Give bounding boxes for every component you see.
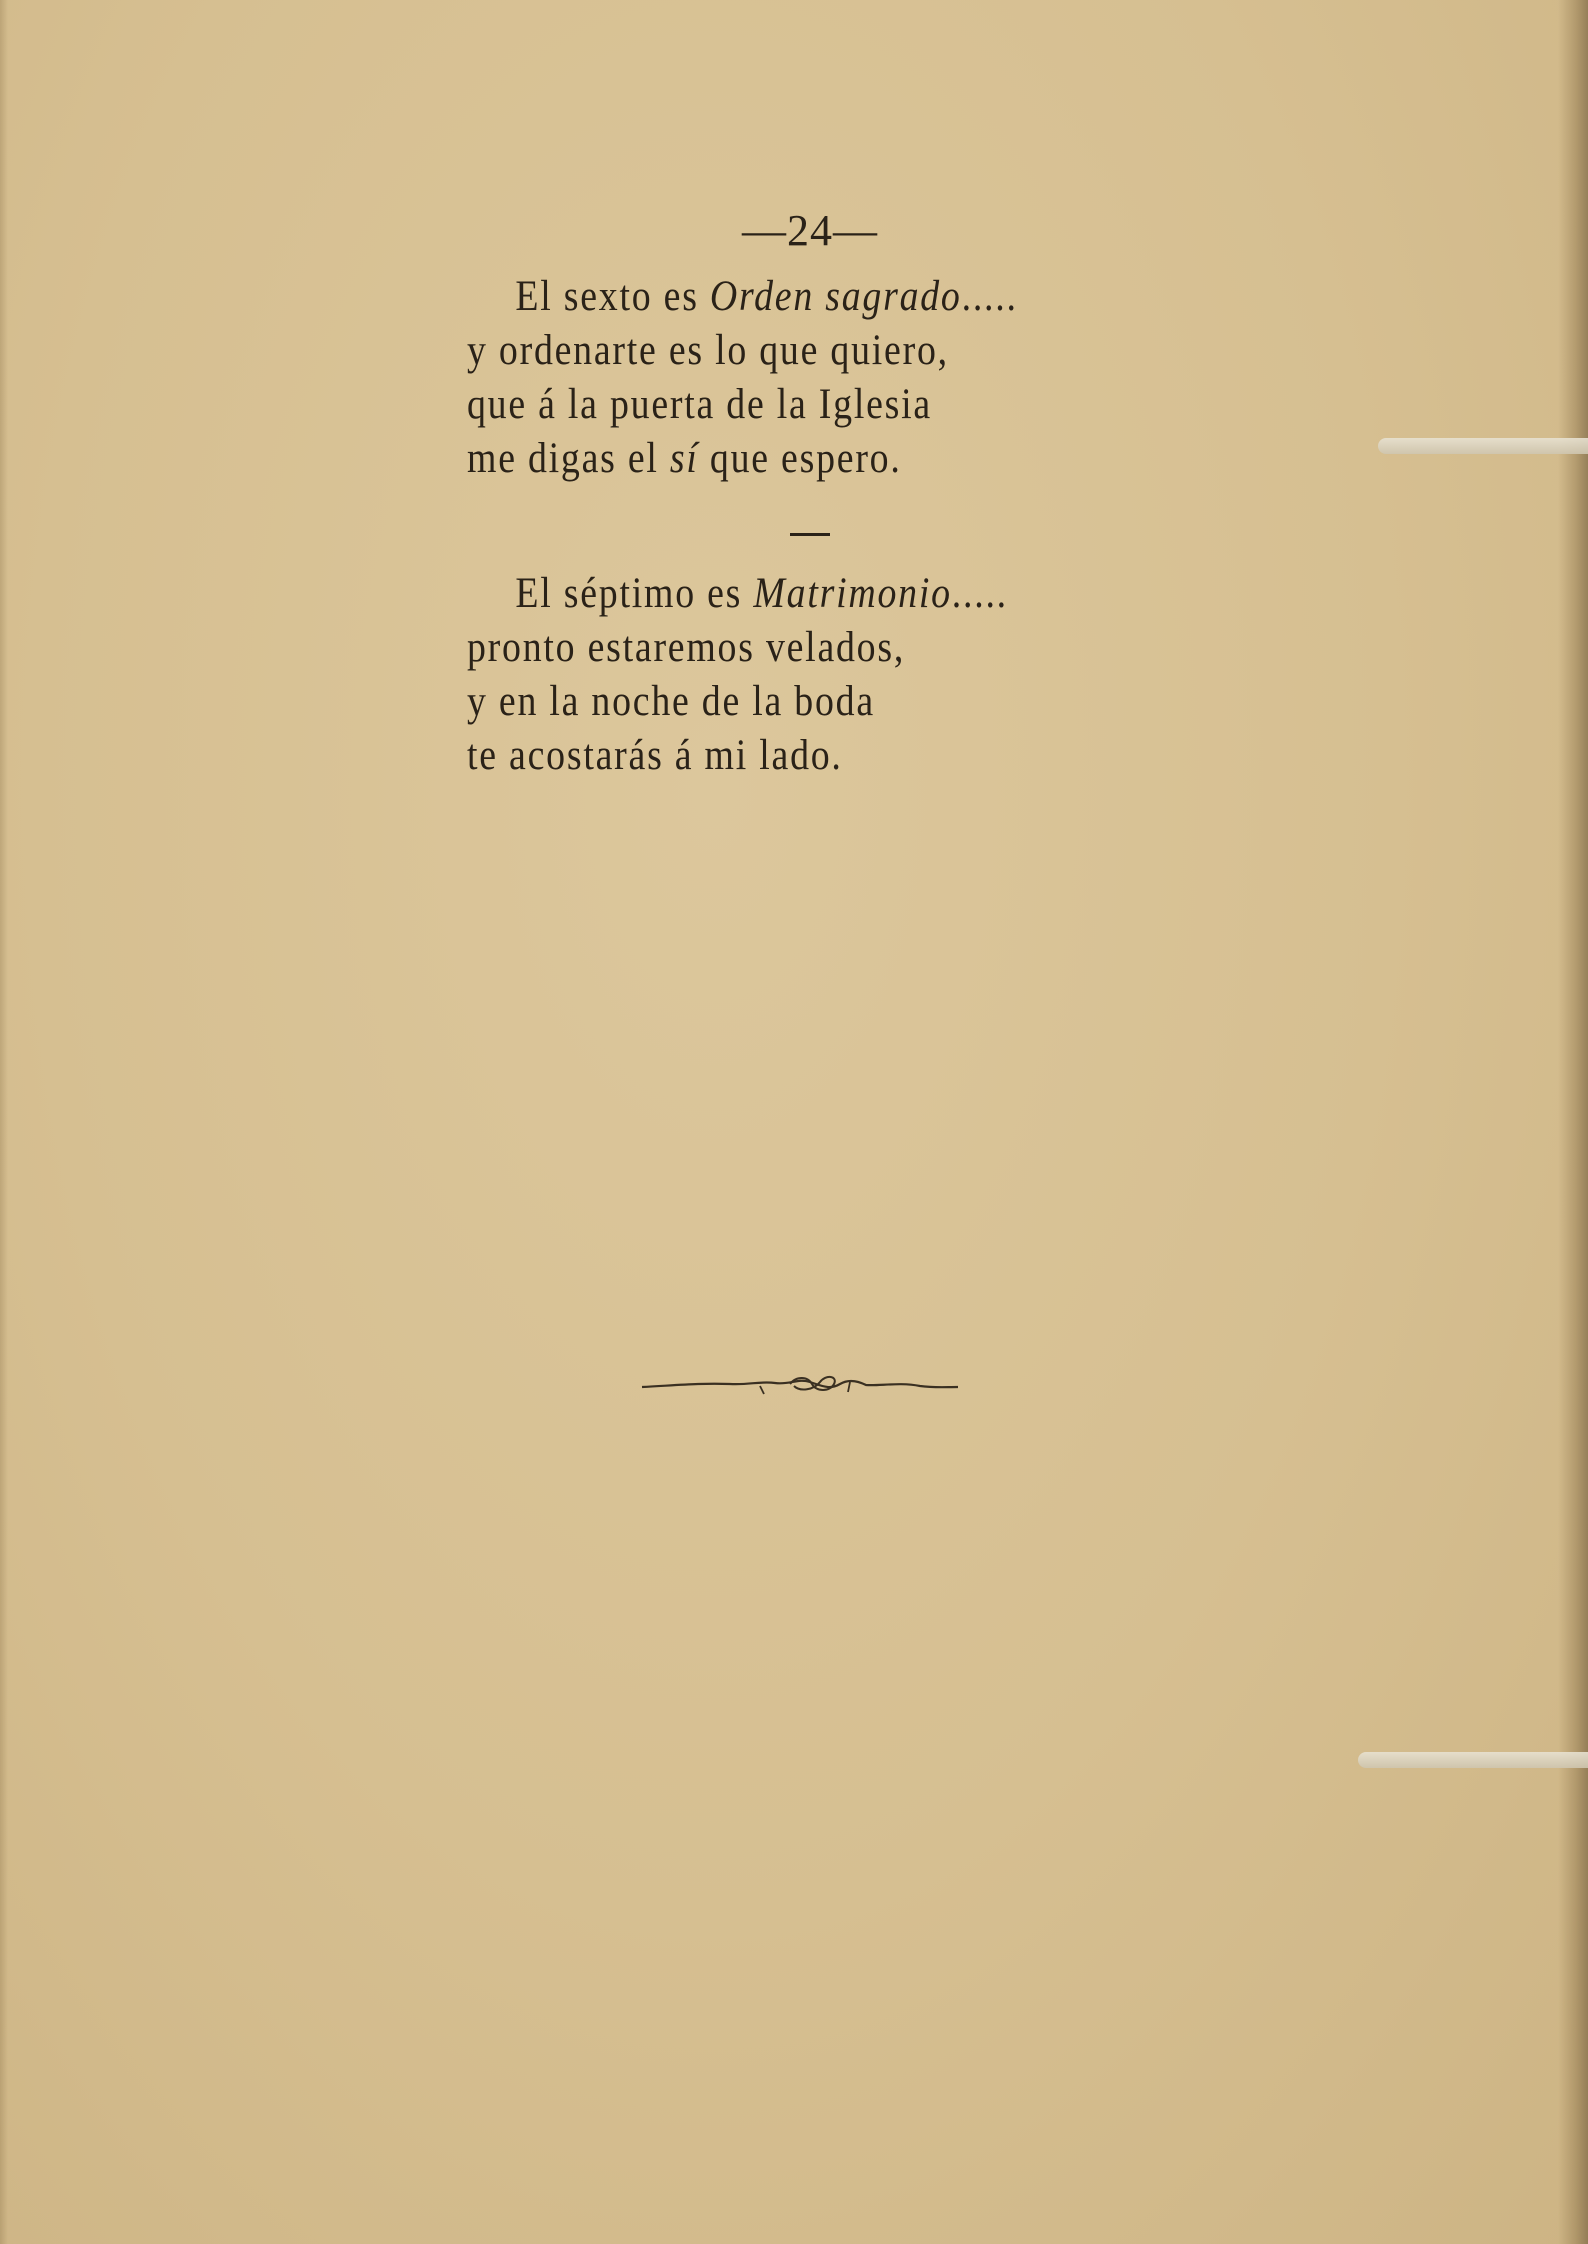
- verse-line: y ordenarte es lo que quiero,: [467, 327, 949, 374]
- stanza-divider: [790, 533, 830, 536]
- end-ornament: [640, 1370, 960, 1400]
- page-left-edge: [0, 0, 8, 2244]
- verse-line: El séptimo es Matrimonio.....: [515, 570, 1008, 617]
- verse-line: te acostarás á mi lado.: [467, 732, 843, 779]
- binding-thread-bottom: [1358, 1752, 1588, 1768]
- stanza-2: [467, 567, 1008, 783]
- verse-line: El sexto es Orden sagrado.....: [515, 273, 1018, 320]
- verse-line: me digas el sí que espero.: [467, 435, 902, 482]
- verse-line: y en la noche de la boda: [467, 678, 875, 725]
- page-number: —24—: [742, 206, 878, 255]
- stanza-1: [467, 270, 1018, 486]
- verse-line: que á la puerta de la Iglesia: [467, 381, 932, 428]
- binding-thread-top: [1378, 438, 1588, 454]
- verse-line: pronto estaremos velados,: [467, 624, 906, 671]
- binding-shadow: [1558, 0, 1588, 2244]
